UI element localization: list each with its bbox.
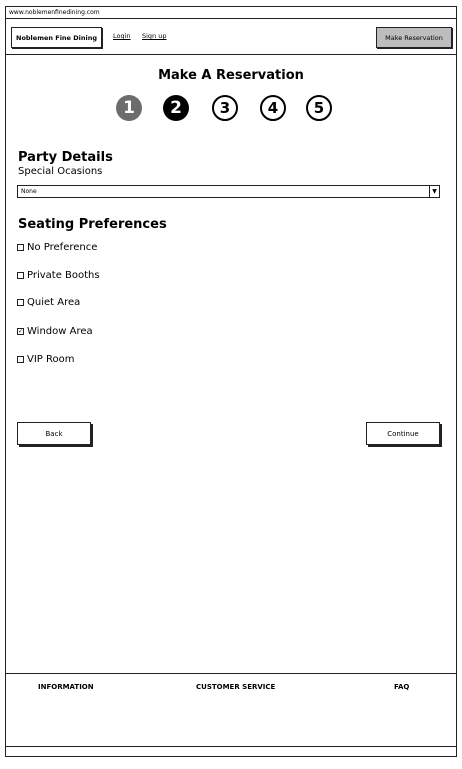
footer-information-link[interactable]: INFORMATION — [38, 683, 94, 691]
footer-faq-link[interactable]: FAQ — [394, 683, 410, 691]
dropdown-arrow-icon[interactable]: ▼ — [429, 186, 439, 197]
header-divider — [6, 54, 456, 55]
login-link[interactable]: Login — [113, 32, 131, 40]
step-1[interactable]: 1 — [116, 95, 142, 121]
make-reservation-button[interactable]: Make Reservation — [376, 27, 452, 48]
option-label: Quiet Area — [27, 297, 81, 308]
checkbox[interactable] — [17, 299, 24, 306]
footer-customer-service-link[interactable]: CUSTOMER SERVICE — [196, 683, 276, 691]
special-occasions-label: Special Ocasions — [18, 166, 103, 177]
step-4[interactable]: 4 — [260, 95, 286, 121]
step-3[interactable]: 3 — [212, 95, 238, 121]
party-details-title: Party Details — [18, 150, 113, 165]
signup-link[interactable]: Sign up — [142, 32, 167, 40]
checkbox-checked[interactable] — [17, 328, 24, 335]
seating-preferences-title: Seating Preferences — [18, 217, 167, 232]
seating-option-private-booths[interactable] — [17, 270, 100, 281]
footer-bottom-divider — [6, 746, 456, 747]
seating-option-vip-room[interactable] — [17, 354, 74, 365]
page-title: Make A Reservation — [158, 68, 304, 83]
back-button[interactable]: Back — [17, 422, 91, 445]
option-label: VIP Room — [27, 354, 75, 365]
footer-top-divider — [6, 673, 456, 674]
step-2[interactable]: 2 — [163, 95, 189, 121]
checkbox[interactable] — [17, 356, 24, 363]
checkbox[interactable] — [17, 272, 24, 279]
seating-option-quiet-area[interactable] — [17, 297, 80, 308]
address-bar[interactable]: www.noblemenfinedining.com — [6, 7, 456, 19]
seating-option-window-area[interactable] — [17, 326, 93, 337]
select-value: None — [21, 188, 37, 195]
brand-logo-button[interactable]: Noblemen Fine Dining — [11, 27, 102, 48]
checkbox[interactable] — [17, 244, 24, 251]
continue-button[interactable]: Continue — [366, 422, 440, 445]
checkmark-icon: ✓ — [17, 328, 24, 335]
step-5[interactable]: 5 — [306, 95, 332, 121]
option-label: No Preference — [27, 242, 98, 253]
seating-option-no-preference[interactable] — [17, 242, 97, 253]
special-occasions-select[interactable] — [17, 185, 440, 198]
option-label: Private Booths — [27, 270, 100, 281]
option-label: Window Area — [27, 326, 93, 337]
